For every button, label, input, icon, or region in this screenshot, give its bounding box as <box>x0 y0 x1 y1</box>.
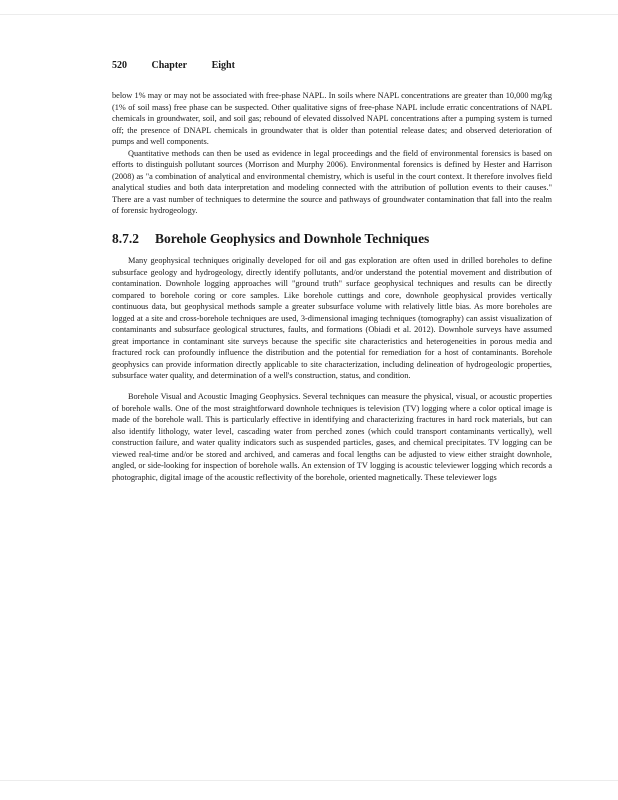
section-number: 8.7.2 <box>112 231 139 247</box>
chapter-name: Eight <box>211 60 235 71</box>
paragraph-geophysics: Many geophysical techniques originally developed for oil and gas exploration are often used in drilled boreholes to define subsurface geology and hydrogeology, directly identify pollutants, and/or understand the potential movement and distribution of contamination. Downhole logging approaches will "ground truth" surface geophysical techniques and results can be directly compared to borehole coring or core samples. Like borehole cuttings and core, downhole geophysical provides vertically continuous data, but geophysical methods sample a greater subsurface volume with relatively little bias. As more boreholes are logged at a site and cross-borehole techniques are used, 3-dimensional imaging techniques (tomography) can assist visualization of contaminants and subsurface geological structures, faults, and formations (Obiadi et al. 2012). Downhole surveys have assumed great importance in contaminant site surveys because the specific site characteristics and heterogeneities in porous media and fractured rock can profoundly influence the distribution and the potential for remediation for a host of contaminants. Borehole geophysics can provide information directly applicable to site characterization, including delineation of hydrogeologic properties, subsurface water quality, and determination of a well's construction, status, and condition. <box>112 256 552 381</box>
run-in-heading: Borehole Visual and Acoustic Imaging Geophysics. <box>128 392 301 402</box>
running-header <box>112 60 558 71</box>
body-text <box>112 90 552 483</box>
section-heading <box>112 231 552 247</box>
paragraph-continued: below 1% may or may not be associated with free-phase NAPL. In soils where NAPL concentrations are greater than 10,000 mg/kg (1% of soil mass) free phase can be suspected. Other qualitative signs of free-phase NAPL include erratic concentrations of NAPL chemicals in groundwater, soil, and soil gas; rebound of elevated dissolved NAPL concentrations after a pumping system is turned off; the presence of DNAPL chemicals in groundwater that is older than potential release dates; and observed deterioration of pumps and well components. <box>112 91 552 147</box>
chapter-label: Chapter <box>151 60 188 71</box>
page-number: 520 <box>112 60 127 71</box>
scan-edge-line-bottom <box>0 780 618 781</box>
scan-edge-line <box>0 14 618 15</box>
paragraph-forensics: Quantitative methods can then be used as evidence in legal proceedings and the field of environmental forensics is based on efforts to distinguish pollutant sources (Morrison and Murphy 2006). Environmental forensics is defined by Hester and Harrison (2008) as "a combination of analytical and environmental chemistry, which is useful in the court context. It therefore involves field analytical studies and both data interpretation and modeling connected with the attribution of pollution events to their causes." There are a vast number of techniques to determine the source and pathways of groundwater contamination that fall into the realm of forensic hydrogeology. <box>112 148 552 216</box>
paragraph-imaging-text: Several techniques can measure the physical, visual, or acoustic properties of borehole walls. One of the most straightforward downhole techniques is television (TV) logging where a color optical image is made of the borehole wall. This is particularly effective in identifying and characterizing fractures in hard rock materials, but can also identify lithology, water level, cascading water from perched zones (which could transport contaminants vertically), well construction failure, and water quality indicators such as suspended particles, gases, and chemical precipitates. TV logging can be viewed real-time and/or be stored and archived, and cameras and focal lengths can be adjusted to view either straight downhole, angled, or side-looking for inspection of borehole walls. An extension of TV logging is acoustic televiewer logging which records a photographic, digital image of the acoustic reflectivity of the borehole, oriented magnetically. These televiewer logs <box>112 392 552 482</box>
paragraph-imaging <box>112 391 552 483</box>
section-title: Borehole Geophysics and Downhole Techniques <box>155 231 430 247</box>
